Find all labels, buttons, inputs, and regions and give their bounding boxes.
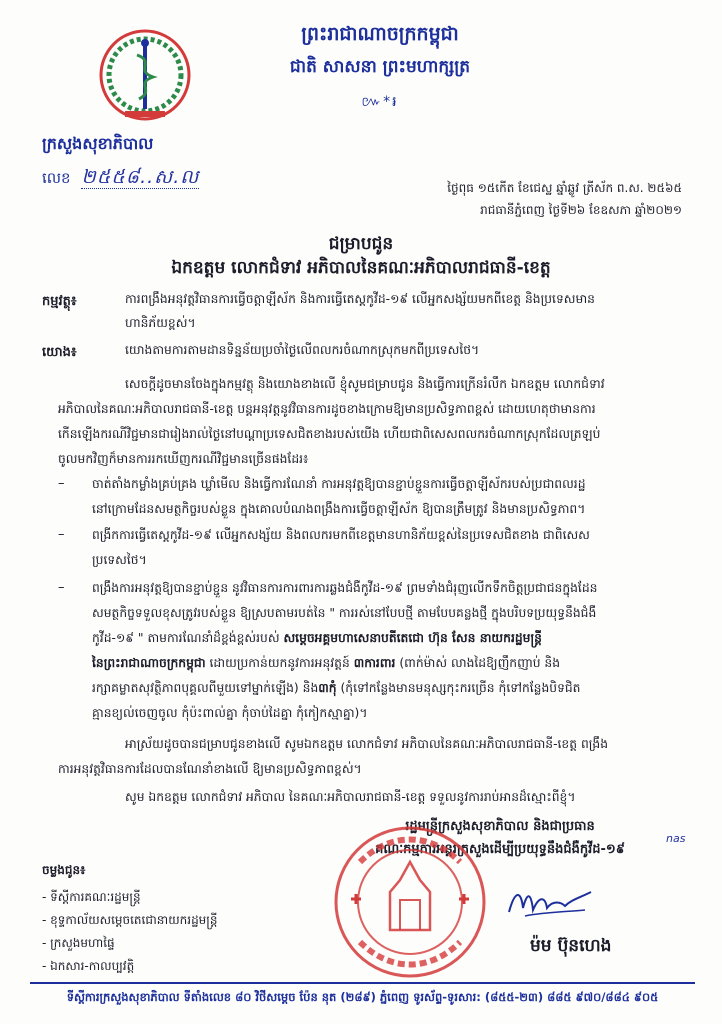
bullet3-line-4-tail: (ពាក់ម៉ាស់ លាងដៃឱ្យញឹកញាប់ និង [395, 656, 561, 670]
national-motto: ជាតិ សាសនា ព្រះមហាក្សត្រ [289, 57, 471, 77]
bullet3-line-1: ពង្រឹងការអនុវត្តឱ្យបានខ្ជាប់ខ្ជួន នូវវិធានការការពារការឆ្លងជំងឺកូវីដ-១៩ ព្រមទាំងជំរុញលើកទឹកចិត្តប្រជាជនក្នុងដែន [92, 581, 598, 595]
subject-line-1: ការពង្រឹងអនុវត្តវិធានការធ្វើចត្តាឡីស័ក និងការធ្វើតេស្តកូវីដ-១៩ លើអ្នកសង្ស័យមកពីខេត្ត និងប្រទេសមាន [125, 292, 595, 306]
ministry-name: ក្រសួងសុខាភិបាល [42, 134, 154, 153]
ministry-emblem-logo [95, 25, 195, 125]
reference-text: យោងតាមការតាមដានទិន្នន័យប្រចាំថ្ងៃលើពលករចំណាកស្រុកមកពីប្រទេសថៃ។ [125, 343, 480, 357]
bullet3-line-2: សមត្ថកិច្ចទទួលខុសត្រូវរបស់ខ្លួន ឱ្យស្របតាមរបត់នៃ " ការរស់នៅបែបថ្មី តាមបែបគន្លងថ្មី ក្នុងបរិបទប្រយុទ្ធនឹងជំងឺ [92, 606, 597, 620]
bullet3-line-3 [92, 626, 542, 652]
bullet2-line-2: ប្រទេសថៃ។ [92, 553, 147, 567]
body-p1-line-2: អភិបាលនៃគណៈអភិបាលរាជធានី-ខេត្ត បន្តអនុវត្តនូវវិធានការដូចខាងក្រោមឱ្យមានប្រសិទ្ធភាពខ្ពស់ ដោយហេតុថាមានការ [58, 402, 596, 416]
cc-item: - ក្រសួងមហាផ្ទៃ [42, 936, 115, 950]
bullet-dash: – [58, 476, 65, 491]
bullet1-line-1: ចាត់តាំងកម្លាំងគ្រប់គ្រង ឃ្លាំមើល និងធ្វើការណែនាំ ការអនុវត្តឱ្យបានខ្ជាប់ខ្ជួនការធ្វើចត្តាឡីស័ករបស់ប្រជាពលរដ្ឋ [92, 477, 586, 491]
signatory-name: ម៉ម ប៊ុនហេង [530, 936, 612, 956]
body-p1-line-3: កើនឡើងករណីវិជ្ជមានជារៀងរាល់ថ្ងៃនៅបណ្តាប្រទេសជិតខាងរបស់យើង ហើយជាពិសេសពលករចំណាកស្រុកដែលត្រឡប់ [58, 427, 601, 441]
ornament-divider: ៚*៛ [361, 94, 399, 110]
body-p2-line-1: អាស្រ័យដូចបានជម្រាបជូនខាងលើ សូមឯកឧត្តម លោកជំទាវ អភិបាលនៃគណៈអភិបាលរាជធានី-ខេត្ត ពង្រឹង [125, 737, 609, 751]
bullet-dash: – [58, 527, 65, 542]
footer-address: ទីស្តីការក្រសួងសុខាភិបាល ទីតាំងលេខ ៨០ វិថីសម្តេច ប៉ែន នុត (២៨៩) ភ្នំពេញ ទូរស័ព្ទ-ទូរសារ: (៨៥៥-២៣) ៨៨៥ ៩៧០/៨៨៤ ៩០៥ [66, 990, 659, 1004]
cc-item: - ឯកសារ-កាលប្បវត្តិ [42, 959, 135, 973]
subject-line-2: ហានិភ័យខ្ពស់។ [125, 316, 196, 330]
reference-label: លេខ [42, 169, 71, 187]
bullet-dash: – [58, 580, 65, 595]
footer-divider [30, 982, 695, 984]
bullet3-line-6: គ្មានខ្យល់ចេញចូល កុំប៉ះពាល់គ្នា កុំចាប់ដៃគ្នា កុំកៀកស្មាគ្នា)។ [92, 706, 368, 720]
cc-item: - ខុទ្ទកាល័យសម្តេចតេជោនាយករដ្ឋមន្ត្រី [42, 913, 218, 927]
bullet1-line-2: នៅក្រោមដែនសមត្ថកិច្ចរបស់ខ្លួន ក្នុងគោលបំណងពង្រឹងការធ្វើចត្តាឡីស័ក ឱ្យបានត្រឹមត្រូវ និងមានប្រសិទ្ធភាព។ [92, 502, 586, 516]
bullet3-line-5-text: រក្សាគម្លាតសុវត្ថិភាពបុគ្គលពីមួយទៅម្នាក់ឡើង) និង [92, 681, 319, 695]
handwritten-signature [505, 882, 595, 922]
kingdom-of-cambodia-text: នៃព្រះរាជាណាចក្រកម្ពុជា [92, 656, 206, 670]
official-seal-stamp [330, 822, 490, 982]
lunar-date: ថ្ងៃពុធ ១៥កើត ខែជេស្ឋ ឆ្នាំឆ្លូវ ត្រីស័ក ព.ស. ២៥៦៥ [447, 181, 682, 195]
bullet2-line-1: ពង្រីកការធ្វើតេស្តកូវីដ-១៩ លើអ្នកសង្ស័យ និងពលករមកពីខេត្តមានហានិភ័យខ្ពស់នៃប្រទេសជិតខាង ជាពិសេស [92, 528, 590, 542]
solar-date: រាជធានីភ្នំពេញ ថ្ងៃទី២៦ ខែឧសភា ឆ្នាំ២០២១ [480, 203, 682, 217]
addressee-heading: ជម្រាបជូន [328, 234, 394, 254]
signatory-title: រដ្ឋមន្ត្រីក្រសួងសុខាភិបាល និងជាប្រធាន [405, 819, 595, 834]
subject-label: កម្មវត្ថុ៖ [42, 294, 77, 309]
addressee-name: ឯកឧត្តម លោកជំទាវ អភិបាលនៃគណៈអភិបាលរាជធានី-ខេត្ត [171, 258, 551, 278]
cc-item: - ទីស្តីការគណៈរដ្ឋមន្ត្រី [42, 890, 141, 904]
prime-minister-name: សម្តេចអគ្គមហាសេនាបតីតេជោ ហ៊ុន សែន នាយករដ្ឋមន្ត្រី [283, 631, 542, 645]
reference-number [42, 165, 199, 193]
signatory-committee: គណៈកម្មការអន្តរក្រសួងដើម្បីប្រយុទ្ធនឹងជំងឺកូវីដ-១៩ [375, 842, 625, 857]
bullet3-line-5 [92, 676, 580, 702]
body-p1-line-4: ចូលមកវិញក៏មានការរកឃើញករណីវិជ្ជមានច្រើនផងដែរ៖ [58, 452, 309, 466]
three-donts-text: ៣កុំ [318, 681, 337, 695]
bullet3-line-3-text: កូវីដ-១៩ " តាមការណែនាំដ៏ខ្ពង់ខ្ពស់របស់ [92, 631, 284, 645]
three-protections-text: ៣ការពារ [353, 656, 396, 670]
bullet3-line-5-tail: (កុំទៅកន្លែងមានមនុស្សកុះករច្រើន កុំទៅកន្លែងបិទជិត [336, 681, 581, 695]
reference-number-handwritten: ២៥៥៨..ស.ល [81, 166, 200, 188]
bullet3-line-4-text: ដោយប្រកាន់យកនូវការអនុវត្តន៍ [205, 656, 354, 670]
closing-line: សូម ឯកឧត្តម លោកជំទាវ អភិបាល នៃគណៈអភិបាលរាជធានី-ខេត្ត ទទួលនូវការរាប់អានដ៏ស្មោះពីខ្ញុំ។ [125, 790, 576, 804]
kingdom-heading: ព្រះរាជាណាចក្រកម្ពុជា [301, 23, 459, 45]
margin-handwritten-mark: nas [666, 832, 686, 845]
body-p2-line-2: ការអនុវត្តវិធានការដែលបានណែនាំខាងលើ ឱ្យមានប្រសិទ្ធភាពខ្ពស់។ [58, 762, 362, 776]
cc-heading: ចម្លងជូន៖ [42, 863, 86, 877]
body-p1-line-1: សេចក្តីដូចមានចែងក្នុងកម្មវត្ថុ និងយោងខាងលើ ខ្ញុំសូមជម្រាបជូន និងធ្វើការក្រើនរំលឹក ឯកឧត្តម លោកជំទាវ [125, 377, 605, 391]
reference-label-body: យោង៖ [42, 345, 77, 360]
bullet3-line-4 [92, 651, 560, 677]
